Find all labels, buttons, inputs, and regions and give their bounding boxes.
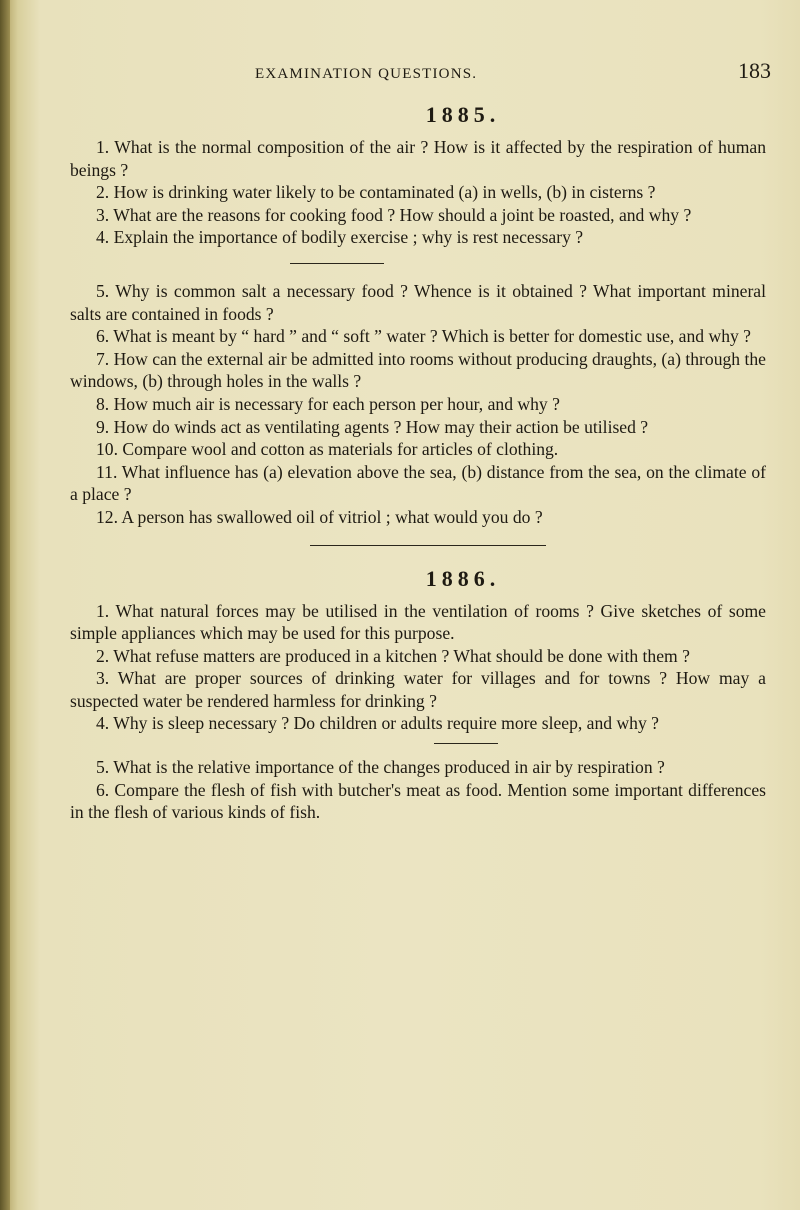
- question-1885-6: 6. What is meant by “ hard ” and “ soft ” water ? Which is better for domestic use, and why ?: [96, 326, 751, 347]
- question-1885-5: 5. Why is common salt a necessary food ? Whence is it obtained ? What important mineral salts are contained in foods ?: [70, 280, 766, 324]
- question-1885-7: 7. How can the external air be admitted into rooms without producing draughts, (a) through the windows, (b) through holes in the walls ?: [70, 348, 766, 392]
- question-1886-1: 1. What natural forces may be utilised in the ventilation of rooms ? Give sketches of some simple appliances which may be used for this purpose.: [70, 600, 766, 644]
- question-1885-11: 11. What influence has (a) elevation above the sea, (b) distance from the sea, on the climate of a place ?: [70, 461, 766, 505]
- question-1886-3: 3. What are proper sources of drinking water for villages and for towns ? How may a suspected water be rendered harmless for drinking ?: [70, 668, 766, 711]
- section-year-1885: 1885.: [425, 102, 501, 127]
- question-1886-6: 6. Compare the flesh of fish with butcher's meat as food. Mention some important differences in the flesh of various kinds of fish.: [70, 779, 766, 823]
- question-1885-3: 3. What are the reasons for cooking food ? How should a joint be roasted, and why ?: [96, 204, 692, 225]
- question-1885-1: 1. What is the normal composition of the air ? How is it affected by the respiration of human beings ?: [70, 137, 766, 180]
- question-1886-5: 5. What is the relative importance of the changes produced in air by respiration ?: [96, 757, 665, 778]
- question-1886-4: 4. Why is sleep necessary ? Do children or adults require more sleep, and why ?: [96, 713, 659, 734]
- section-divider: [434, 743, 498, 744]
- question-1886-2: 2. What refuse matters are produced in a kitchen ? What should be done with them ?: [96, 645, 690, 666]
- year-divider: [310, 545, 546, 546]
- book-spine-shadow: [0, 0, 10, 1210]
- page-header: [0, 58, 800, 88]
- page-number: 183: [738, 58, 771, 83]
- question-1885-10: 10. Compare wool and cotton as materials for articles of clothing.: [96, 439, 559, 460]
- question-1885-9: 9. How do winds act as ventilating agents ? How may their action be utilised ?: [96, 416, 649, 437]
- page-content: [70, 98, 766, 824]
- question-1885-4: 4. Explain the importance of bodily exercise ; why is rest necessary ?: [96, 227, 584, 248]
- question-1885-2: 2. How is drinking water likely to be contaminated (a) in wells, (b) in cisterns ?: [96, 182, 656, 203]
- running-head: EXAMINATION QUESTIONS.: [255, 66, 478, 82]
- section-year-1886: 1886.: [425, 565, 501, 591]
- question-1885-12: 12. A person has swallowed oil of vitriol ; what would you do ?: [96, 506, 543, 527]
- section-divider: [290, 263, 384, 264]
- question-1885-8: 8. How much air is necessary for each person per hour, and why ?: [96, 393, 560, 414]
